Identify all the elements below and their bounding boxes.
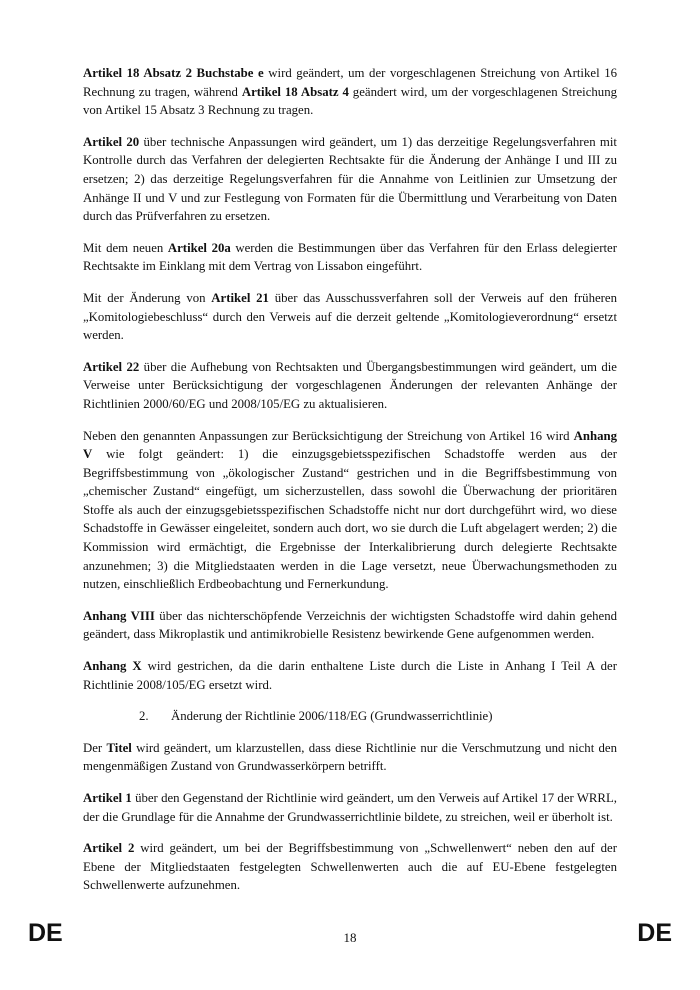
bold-reference: Artikel 18 Absatz 4	[241, 84, 349, 99]
bold-reference: Artikel 18 Absatz 2 Buchstabe e	[83, 66, 264, 80]
paragraph-text: Neben den genannten Anpassungen zur Berücksichtigung der Streichung von Artikel 16 wird	[83, 428, 574, 443]
paragraph-text: wie folgt geändert: 1) die einzugsgebietsspezifischen Schadstoffe werden aus der Begriffsbestimmung von „ökologischer Zustand“ gestrichen und in die Begriffsbestimmung von „chemischer Zustand“ eingefügt, um sicherzustellen, dass sowohl die Überwachung der prioritären Stoffe als auch der einzugsgebietsspezifischen Schadstoffe nicht nur dort durchgeführt wird, wo diese Schadstoffe in Gewässer eingeleitet, sondern auch dort, wo sie durch die Luft abgelagert werden; 2) die Kommission wird ermächtigt, die Ergebnisse der Interkalibrierung durch delegierte Rechtsakte anzunehmen; 3) die Mitgliedstaaten werden in die Lage versetzt, neue Überwachungsmethoden zu nutzen, einschließlich Erdbeobachtung und Fernerkundung.	[83, 447, 617, 592]
document-body	[83, 64, 617, 908]
paragraph-anhang-viii	[83, 607, 617, 644]
bold-reference: Artikel 22	[83, 359, 140, 374]
list-heading-text: Änderung der Richtlinie 2006/118/EG (Grundwasserrichtlinie)	[171, 709, 493, 724]
paragraph-text: Der	[83, 740, 107, 755]
page-number: 18	[343, 930, 357, 945]
paragraph-text: über den Gegenstand der Richtlinie wird geändert, um den Verweis auf Artikel 17 der WRRL, der die Grundlage für die Annahme der Grundwasserrichtlinie bildete, zu streichen, weil er überholt ist.	[83, 791, 617, 824]
paragraph-text: Mit der Änderung von	[83, 290, 212, 305]
bold-reference: Titel	[106, 740, 132, 755]
paragraph-text: wird geändert, um der vorgeschlagenen Streichung von Artikel 16 Rechnung zu tragen, während	[83, 66, 617, 99]
paragraph-text: wird gestrichen, da die darin enthaltene Liste durch die Liste in Anhang I Teil A der Richtlinie 2008/105/EG ersetzt wird.	[83, 659, 617, 692]
paragraph-text: über die Aufhebung von Rechtsakten und Übergangsbestimmungen wird geändert, um die Verweise unter Berücksichtigung der vorgeschlagenen Änderungen der relevanten Anhänge der Richtlinien 2000/60/EG und 2008/105/EG zu aktualisieren.	[83, 359, 617, 411]
paragraph-artikel-1	[83, 789, 617, 826]
bold-reference: Artikel 2	[83, 841, 135, 856]
bold-reference: Artikel 21	[211, 290, 269, 305]
paragraph-text: über das nichterschöpfende Verzeichnis der wichtigsten Schadstoffe wird dahin gehend geändert, dass Mikroplastik und antimikrobielle Resistenz bewirkende Gene aufgenommen werden.	[83, 608, 617, 642]
bold-reference: Anhang VIII	[83, 608, 155, 623]
paragraph-text: über das Ausschussverfahren soll der Verweis auf den früheren „Komitologiebeschluss“ durch den Verweis auf die derzeit geltende „Komitologieverordnung“ ersetzt werden.	[83, 290, 617, 343]
paragraph-text: wird geändert, um bei der Begriffsbestimmung von „Schwellenwert“ neben den auf der Ebene der Mitgliedstaaten festgelegten Schwellenwerten auch die auf EU-Ebene festgelegten Schwellenwerte aufzunehmen.	[83, 841, 617, 893]
paragraph-artikel-20a	[83, 239, 617, 276]
bold-reference: Anhang V	[83, 428, 617, 462]
paragraph-anhang-x	[83, 657, 617, 694]
bold-reference: Artikel 20a	[167, 240, 231, 255]
paragraph-artikel-18	[83, 64, 617, 120]
paragraph-text: werden die Bestimmungen über das Verfahren für den Erlass delegierter Rechtsakte im Einklang mit dem Vertrag von Lissabon eingeführt.	[83, 240, 617, 274]
paragraph-anhang-v	[83, 427, 617, 594]
paragraph-artikel-21	[83, 289, 617, 345]
language-code-left: DE	[28, 919, 63, 947]
paragraph-artikel-20	[83, 133, 617, 226]
paragraph-artikel-2	[83, 839, 617, 895]
paragraph-text: über technische Anpassungen wird geändert, um 1) das derzeitige Regelungsverfahren mit Kontrolle durch das Verfahren der delegierten Rechtsakte für die Änderung der Anhänge I und III zu ersetzen; 2) das derzeitige Regelungsverfahren für die Annahme von Leitlinien zur Umsetzung der Anhänge II und V und zur Festlegung von Formaten für die Übermittlung und Verarbeitung von Daten durch das Prüfverfahren zu ersetzen.	[83, 134, 617, 224]
bold-reference: Anhang X	[83, 659, 142, 674]
paragraph-text: wird geändert, um klarzustellen, dass diese Richtlinie nur die Verschmutzung und nicht den mengenmäßigen Zustand von Grundwasserkörpern betrifft.	[83, 740, 617, 774]
list-number: 2.	[139, 709, 149, 724]
paragraph-text: geändert wird, um der vorgeschlagenen Streichung von Artikel 15 Absatz 3 Rechnung zu tragen.	[83, 84, 617, 118]
paragraph-text: Mit dem neuen	[83, 240, 168, 255]
bold-reference: Artikel 1	[83, 791, 132, 805]
numbered-heading	[83, 707, 617, 726]
language-code-right: DE	[637, 919, 672, 947]
paragraph-artikel-22	[83, 358, 617, 414]
bold-reference: Artikel 20	[83, 134, 140, 149]
paragraph-titel	[83, 739, 617, 776]
